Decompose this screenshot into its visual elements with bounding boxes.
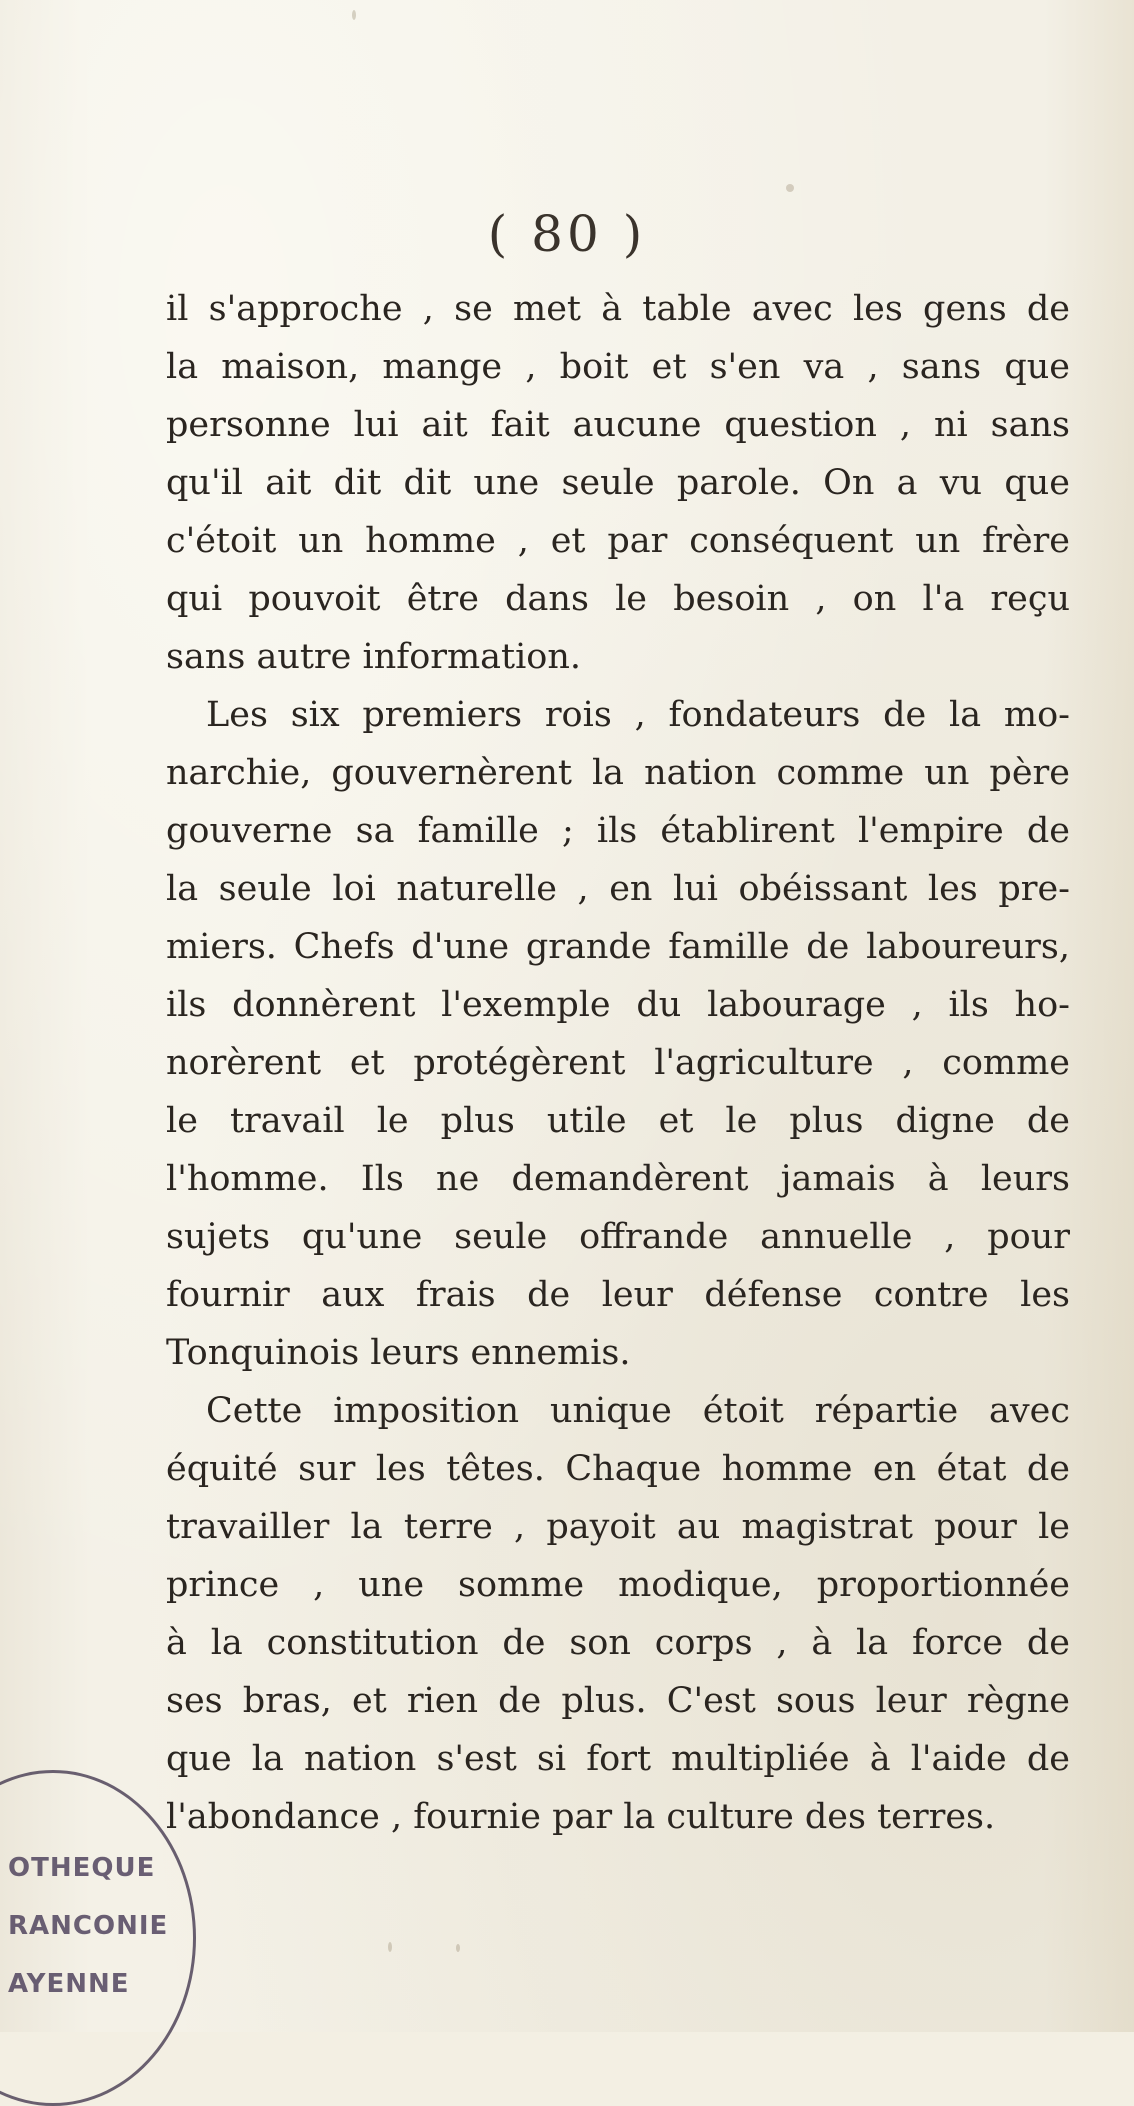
- paper-blemish: [352, 10, 356, 20]
- stamp-text: AYENNE: [8, 1969, 130, 1999]
- paper-blemish: [388, 1942, 392, 1952]
- paper-blemish: [786, 184, 794, 192]
- text-line: sujets qu'une seule offrande annuelle , pour: [166, 1217, 1070, 1257]
- text-line: prince , une somme modique, proportionnée: [166, 1565, 1070, 1605]
- text-line: l'homme. Ils ne demandèrent jamais à leurs: [166, 1159, 1070, 1199]
- text-line: Cette imposition unique étoit répartie avec: [206, 1391, 1070, 1431]
- text-line: à la constitution de son corps , à la force de: [166, 1623, 1070, 1663]
- text-line: il s'approche , se met à table avec les gens de: [166, 289, 1070, 329]
- text-line: Tonquinois leurs ennemis.: [166, 1333, 631, 1373]
- text-line: Les six premiers rois , fondateurs de la mo-: [206, 695, 1070, 735]
- paragraph-2: [166, 686, 1070, 1382]
- text-line: narchie, gouvernèrent la nation comme un père: [166, 753, 1070, 793]
- text-line: personne lui ait fait aucune question , ni sans: [166, 405, 1070, 445]
- text-line: norèrent et protégèrent l'agriculture , comme: [166, 1043, 1070, 1083]
- text-line: fournir aux frais de leur défense contre les: [166, 1275, 1070, 1315]
- text-line: la maison, mange , boit et s'en va , sans que: [166, 347, 1070, 387]
- text-line: ses bras, et rien de plus. C'est sous leur règne: [166, 1681, 1070, 1721]
- text-line: que la nation s'est si fort multipliée à l'aide de: [166, 1739, 1070, 1779]
- text-line: le travail le plus utile et le plus digne de: [166, 1101, 1070, 1141]
- text-line: miers. Chefs d'une grande famille de laboureurs,: [166, 927, 1070, 967]
- text-line: gouverne sa famille ; ils établirent l'empire de: [166, 811, 1070, 851]
- text-line: sans autre information.: [166, 637, 582, 677]
- page-number: ( 80 ): [487, 205, 647, 263]
- text-line: c'étoit un homme , et par conséquent un frère: [166, 521, 1070, 561]
- text-line: qu'il ait dit dit une seule parole. On a vu que: [166, 463, 1070, 503]
- paragraph-3: [166, 1382, 1070, 1846]
- body-text: [166, 280, 1070, 1846]
- stamp-text: OTHEQUE: [8, 1853, 156, 1883]
- stamp-text: RANCONIE: [8, 1911, 169, 1941]
- text-line: travailler la terre , payoit au magistrat pour le: [166, 1507, 1070, 1547]
- text-line: la seule loi naturelle , en lui obéissant les pre-: [166, 869, 1070, 909]
- text-line: ils donnèrent l'exemple du labourage , ils ho-: [166, 985, 1070, 1025]
- text-line: qui pouvoit être dans le besoin , on l'a reçu: [166, 579, 1070, 619]
- text-line: l'abondance , fournie par la culture des terres.: [166, 1797, 996, 1837]
- text-line: équité sur les têtes. Chaque homme en état de: [166, 1449, 1070, 1489]
- paper-blemish: [456, 1944, 460, 1952]
- paragraph-1: [166, 280, 1070, 686]
